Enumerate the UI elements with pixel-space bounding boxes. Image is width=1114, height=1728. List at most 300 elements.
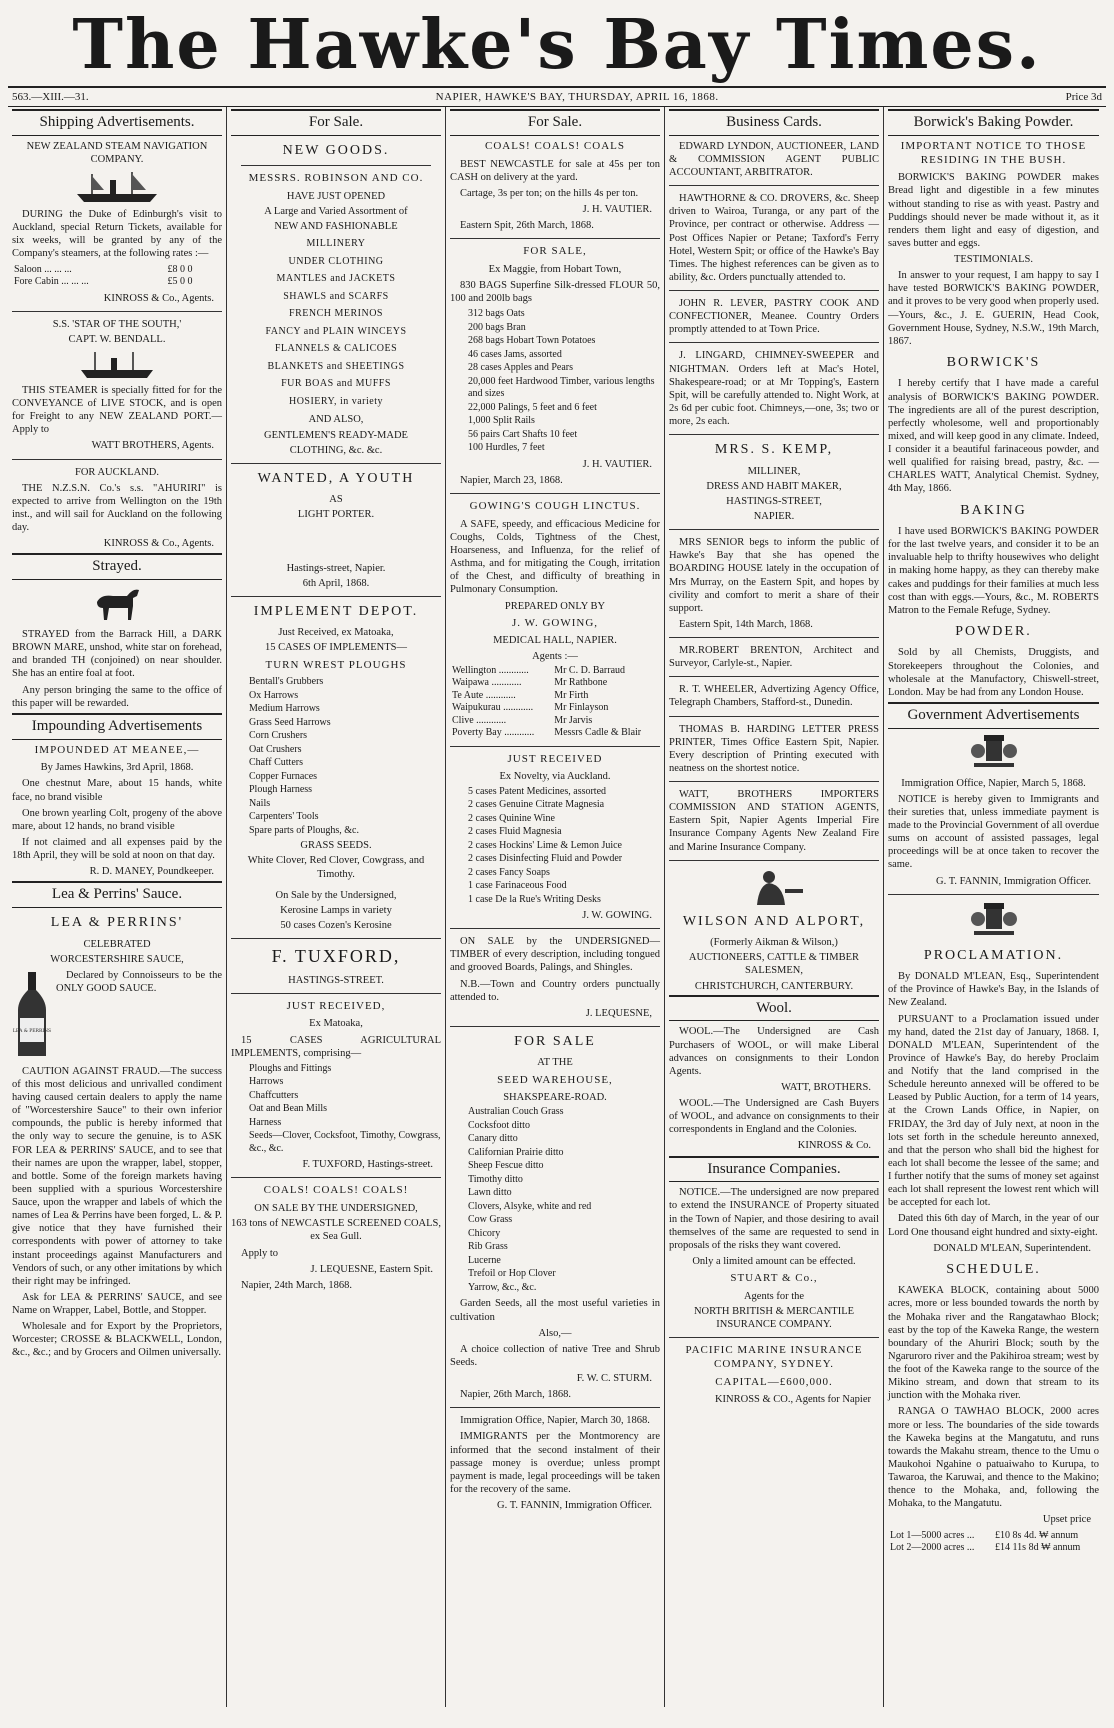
list-item: Harrows (249, 1076, 284, 1088)
list-item: 2 cases Quinine Wine (468, 812, 555, 824)
wanted-title: WANTED, A YOUTH (257, 470, 415, 486)
section-header-government: Government Advertisements (888, 702, 1099, 729)
fare-row (12, 276, 222, 289)
wilson-line: AUCTIONEERS, CATTLE & TIMBER SALESMEN, (688, 952, 860, 977)
divider (669, 781, 879, 782)
wilson-title: WILSON AND ALPORT, (682, 913, 866, 929)
business-card: MRS SENIOR begs to inform the public of Hawke's Bay that she has opened the BOARDING HOUSE lately in the occupation of Mrs Murray, on the Eastern Spit, and hopes by civility and comfort to merit a share of their support. (669, 537, 879, 614)
table-row (888, 1530, 1099, 1543)
ex-maggie: Ex Maggie, from Hobart Town, (488, 263, 622, 275)
table-row (450, 702, 660, 715)
tuxford-street: HASTINGS-STREET. (288, 974, 384, 986)
business-card: JOHN R. LEVER, PASTRY COOK AND CONFECTIONER, Meanee. Country Orders promptly attended to at Town Price. (669, 298, 879, 336)
table-row (888, 1542, 1099, 1555)
for-sale-title: FOR SALE, (523, 245, 587, 258)
business-card: WATT, BROTHERS IMPORTERS COMMISSION AND STATION AGENTS, Eastern Spit, Napier Agents Imperial Fire Insurance Company Agents New Zealand Fire and Marine Insurance Company. (669, 789, 879, 853)
lot: Lot 2—2000 acres ... (890, 1542, 975, 1553)
list-item: Medium Harrows (249, 703, 320, 715)
section-header-impounding: Impounding Advertisements (12, 713, 222, 740)
gowing-name: J. W. GOWING, (511, 616, 599, 629)
date: Napier, 26th March, 1868. (460, 1389, 571, 1401)
list-item: 268 bags Hobart Town Potatoes (468, 335, 596, 347)
list-item: FUR BOAS and MUFFS (281, 378, 391, 390)
coals-body: BEST NEWCASTLE for sale at 45s per ton CASH on delivery at the yard. (450, 158, 660, 183)
section-header-lea-perrins: Lea & Perrins' Sauce. (12, 881, 222, 908)
signature: J. LEQUESNE, Eastern Spit. (310, 1263, 433, 1275)
horse-icon (87, 584, 147, 624)
section-header-borwick: Borwick's Baking Powder. (888, 109, 1099, 136)
tuxford-title: F. TUXFORD, (271, 946, 401, 966)
medical-hall: MEDICAL HALL, NAPIER. (493, 635, 617, 647)
section-header-strayed: Strayed. (12, 553, 222, 580)
turn-wrest: TURN WREST PLOUGHS (265, 658, 407, 671)
divider (669, 860, 879, 861)
royal-coat-of-arms-icon (964, 733, 1024, 773)
shipping-notice-2: THIS STEAMER is specially fitted for for the CONVEYANCE of LIVE STOCK, and is open for Freight to any NEW ZEALAND PORT.—Apply to (12, 384, 222, 436)
strayed-reward: Any person bringing the same to the office of this paper will be rewarded. (12, 684, 222, 709)
business-card: THOMAS B. HARDING LETTER PRESS PRINTER, Times Office Eastern Spit, Napier. Every description of Printing executed with neatness on the shortest notice. (669, 723, 879, 774)
list-item: Lucerne (468, 1254, 501, 1266)
list-item: 20,000 feet Hardwood Timber, various lengths and sizes (468, 375, 655, 400)
signature: J. W. GOWING. (582, 910, 652, 921)
section-header-for-sale: For Sale. (231, 109, 441, 136)
company-name: NEW ZEALAND STEAM NAVIGATION COMPANY. (26, 140, 208, 165)
immigration-office: Immigration Office, Napier, March 30, 1868. (460, 1415, 650, 1427)
divider (669, 1337, 879, 1338)
signature: G. T. FANNIN, Immigration Officer. (497, 1500, 652, 1511)
agent-town: Waipawa ............ (452, 677, 522, 689)
north-british: NORTH BRITISH & MERCANTILE INSURANCE COMPANY. (693, 1305, 855, 1330)
divider (669, 185, 879, 186)
kemp-line: DRESS AND HABIT MAKER, (706, 480, 842, 492)
grass-seeds: GRASS SEEDS. (300, 840, 372, 852)
testimonial: I hereby certify that I have made a careful analysis of BORWICK'S BAKING POWDER. The ingredients are all of the purest description, perfectly wholesome, well and proportionably mixed, and will keep good in any climate. Indeed, I consider it a beautiful farinaceous powder, and well qualified for raising bread, pastry, &c. —CHARLES WATT, Analytical Chemist. Sydney, 4th May, 1866. (888, 378, 1099, 495)
table-row (450, 690, 660, 703)
divider (12, 311, 222, 312)
list-item: Clovers, Alsyke, white and red (468, 1200, 592, 1212)
date: Napier, 24th March, 1868. (241, 1279, 352, 1291)
signature: G. T. FANNIN, Immigration Officer. (936, 875, 1091, 887)
proclamation-body: PURSUANT to a Proclamation issued under my hand, dated the 21st day of January, 1868. I, DONALD M'LEAN, Superintendent of the Province of Hawke's Bay, do hereby Proclaim and Notify that the land comprised in the Schedule hereunto annexed will be offered to be Leased by Public Auction, for a term of 14 years, at the Crown Lands Office, in Napier, on FRIDAY, the 3rd day of July next, at noon in the lots set forth in the schedule hereunto annexed, and that the person who shall bid the highest for each lot shall become the lessee of the same; and I further notify that the sums of money set against each lot shall represent the lowest rent which will be accepted for each lot. (888, 1013, 1099, 1209)
robinson-title: MESSRS. ROBINSON AND CO. (248, 172, 424, 185)
lea-export: Wholesale and for Export by the Proprietors, Worcester; CROSSE & BLACKWELL, London, &c., &c.; and by Grocers and Oilmen universally. (12, 1321, 222, 1359)
impound-item: One brown yearling Colt, progeny of the above mare, about 12 hands, no brand visible (12, 807, 222, 832)
list-item: Cow Grass (468, 1214, 513, 1226)
list-item: 2 cases Genuine Citrate Magnesia (468, 799, 605, 810)
list-item: Chicory (468, 1227, 501, 1239)
ship-name: S.S. 'STAR OF THE SOUTH,' (52, 318, 182, 330)
also: AND ALSO, (308, 414, 364, 426)
agent-town: Clive ............ (452, 714, 507, 726)
pacific-marine: PACIFIC MARINE INSURANCE COMPANY, SYDNEY. (685, 1344, 863, 1370)
clothing: CLOTHING, &c. &c. (289, 444, 383, 456)
list-item: Bentall's Grubbers (249, 676, 324, 688)
divider (231, 463, 441, 464)
list-item: Trefoil or Hop Clover (468, 1268, 556, 1280)
implement-depot-title: IMPLEMENT DEPOT. (253, 603, 419, 619)
price: £14 11s 8d ₩ annum (995, 1542, 1081, 1553)
agent-town: Te Aute ............ (452, 689, 516, 701)
kemp-line: NAPIER. (753, 511, 795, 522)
prepared-by: PREPARED ONLY BY (504, 600, 606, 612)
list-item: Rib Grass (468, 1241, 508, 1253)
list-item: Chaffcutters (249, 1089, 299, 1101)
coals-body: 163 tons of NEWCASTLE SCREENED COALS, ex Sea Gull. (231, 1218, 441, 1243)
column-5 (884, 107, 1103, 1707)
list-item: Sheep Fescue ditto (468, 1160, 544, 1172)
important-notice: IMPORTANT NOTICE TO THOSE RESIDING IN THE BUSH. (900, 139, 1087, 166)
date: Eastern Spit, 14th March, 1868. (679, 618, 813, 630)
fare-label: Saloon ... ... ... (14, 263, 72, 275)
price: £10 8s 4d. ₩ annum (995, 1529, 1079, 1541)
date: Napier, March 23, 1868. (460, 474, 563, 486)
business-card: EDWARD LYNDON, AUCTIONEER, LAND & COMMISSION AGENT PUBLIC ACCOUNTANT, ARBITRATOR. (669, 140, 879, 178)
list-item: 1,000 Split Rails (468, 415, 535, 427)
signature: KINROSS & Co., Agents. (103, 538, 214, 550)
wilson-line: CHRISTCHURCH, CANTERBURY. (694, 980, 854, 992)
divider (241, 165, 431, 166)
table-row (450, 677, 660, 690)
gowing-body: A SAFE, speedy, and efficacious Medicine for Coughs, Colds, Tightness of the Chest, Hoarseness, and Influenza, for the relief of Asthma, and for mitigating the Cough, irritation of the Chest, and difficulty of breathing in Pulmonary Consumption. (450, 518, 660, 596)
wanted-as: AS (329, 494, 343, 506)
at-the: AT THE (537, 1057, 573, 1069)
auctioneer-figure-icon (739, 867, 809, 907)
ex-matoaka: Ex Matoaka, (309, 1018, 363, 1030)
lea-sauce: WORCESTERSHIRE SAUCE, (50, 953, 184, 965)
medicine-list (450, 786, 660, 907)
robinson-opened: HAVE JUST OPENED (286, 191, 386, 202)
list-item: MILLINERY (306, 238, 366, 250)
signature: KINROSS & CO., Agents for Napier (714, 1394, 871, 1406)
agent-town: Wellington ............ (452, 664, 529, 676)
agri-list (231, 1063, 441, 1156)
divider (669, 290, 879, 291)
list-item: Californian Prairie ditto (468, 1146, 564, 1158)
ex-novelty: Ex Novelty, via Auckland. (499, 771, 611, 783)
proclamation-by: By DONALD M'LEAN, Esq., Superintendent of the Province of Hawke's Bay, in the Islands of New Zealand. (888, 971, 1099, 1009)
lea-declared: Declared by Connoisseurs to be the ONLY GOOD SAUCE. (56, 969, 222, 994)
signature: WATT, BROTHERS. (781, 1081, 871, 1093)
list-item: Grass Seed Harrows (249, 716, 331, 728)
business-card: R. T. WHEELER, Advertizing Agency Office, Telegraph Chambers, Stafford-st., Dunedin. (669, 684, 879, 709)
upset-price-label: Upset price (1042, 1514, 1091, 1526)
wanted-address: Hastings-street, Napier. (286, 562, 386, 574)
signature: J. H. VAUTIER. (582, 458, 652, 470)
list-item: BLANKETS and SHEETINGS (267, 360, 405, 372)
list-item: 56 pairs Cart Shafts 10 feet (468, 428, 578, 440)
signature: J. H. VAUTIER. (582, 203, 652, 215)
divider (450, 1407, 660, 1408)
agent-name: Mr Firth (554, 689, 589, 701)
ship-route: FOR AUCKLAND. (74, 466, 159, 478)
divider (450, 493, 660, 494)
table-row (450, 665, 660, 678)
for-sale-title: FOR SALE (514, 1033, 596, 1049)
section-header-for-sale: For Sale. (450, 109, 660, 136)
divider (450, 238, 660, 239)
list-item: 1 case Farinaceous Food (468, 880, 567, 891)
coals-sub: ON SALE BY THE UNDERSIGNED, (254, 1203, 418, 1215)
date-place: NAPIER, HAWKE'S BAY, THURSDAY, APRIL 16, 1868. (435, 91, 719, 103)
agent-name: Mr C. D. Barraud (554, 664, 626, 676)
dateline (8, 86, 1106, 107)
list-item: Cocksfoot ditto (468, 1119, 530, 1131)
list-item: Oat and Bean Mills (249, 1103, 328, 1115)
impound-title: IMPOUNDED AT MEANEE,— (34, 743, 200, 756)
column-1 (8, 107, 227, 1707)
list-item: Copper Furnaces (249, 770, 318, 782)
timer-nb: N.B.—Town and Country orders punctually attended to. (450, 978, 660, 1003)
list-item: Ox Harrows (249, 689, 299, 701)
divider (888, 894, 1099, 895)
divider (231, 993, 441, 994)
divider (669, 716, 879, 717)
signature: DONALD M'LEAN, Superintendent. (933, 1242, 1091, 1254)
list-item: Nails (249, 797, 271, 809)
section-header-business-cards: Business Cards. (669, 109, 879, 136)
list-item: Carpenters' Tools (249, 811, 319, 823)
signature: R. D. MANEY, Poundkeeper. (89, 866, 214, 878)
list-item: 100 Hurdles, 7 feet (468, 442, 545, 454)
list-item: Timothy ditto (468, 1173, 523, 1185)
signature: WATT BROTHERS, Agents. (91, 440, 214, 452)
list-item: 2 cases Disinfecting Fluid and Powder (468, 853, 623, 864)
on-sale: On Sale by the Undersigned, (275, 889, 397, 901)
schedule-lot: RANGA O TAWHAO BLOCK, 2000 acres more or less. The boundaries of the side towards the Kaweka begins at the Mangatutu, and runs towards the Makahu stream, thence to the Umu o Maukohoi Ngahine o patuaiwaho to Kurupa, to Tawaroa, the Karuwai, and thence to the Makino; thence to the Mohaka, and, following the Mohaka, to the Mangatutu. (888, 1406, 1099, 1510)
coals-title: COALS! COALS! COALS! (263, 1184, 409, 1197)
fare-row (12, 264, 222, 277)
just-received: JUST RECEIVED, (286, 999, 386, 1012)
implement-cases: 15 CASES OF IMPLEMENTS— (264, 642, 408, 654)
agents-for: Agents for the (743, 1290, 805, 1302)
section-header-shipping: Shipping Advertisements. (12, 109, 222, 136)
implements-list (231, 676, 441, 837)
lea-title: LEA & PERRINS' (50, 915, 184, 930)
divider (231, 1177, 441, 1178)
steamship-icon (72, 170, 162, 204)
table-row (450, 715, 660, 728)
list-item: Oat Crushers (249, 743, 302, 755)
issue-number: 563.—XIII.—31. (12, 91, 89, 103)
list-item: Harness (249, 1116, 282, 1128)
borwick-sold: Sold by all Chemists, Druggists, and Storekeepers throughout the Colonies, and wholesale at the Manufactory, Chiswell-street, London. May be had from any London House. (888, 647, 1099, 698)
agent-name: Mr Rathbone (554, 677, 608, 689)
signature: J. LEQUESNE, (585, 1007, 652, 1019)
business-card: MR.ROBERT BRENTON, Architect and Surveyor, Carlyle-st., Napier. (669, 645, 879, 670)
capital: CAPITAL—£600,000. (715, 1375, 833, 1388)
column-2 (227, 107, 446, 1707)
price: Price 3d (1065, 91, 1102, 103)
insurance-notice: NOTICE.—The undersigned are now prepared to extend the INSURANCE of Property situated in the Town of Napier, and those desiring to avail themselves of the same are requested to send in proposals of the risks they want covered. (669, 1187, 879, 1251)
agri-cases: 15 CASES AGRICULTURAL IMPLEMENTS, comprising— (231, 1034, 441, 1059)
agent-name: Messrs Cadle & Blair (554, 727, 642, 739)
proclamation-dated: Dated this 6th day of March, in the year of our Lord One thousand eight hundred and sixty-eight. (888, 1213, 1099, 1238)
list-item: Seeds—Clover, Cocksfoot, Timothy, Cowgrass, &c., &c. (249, 1130, 441, 1154)
wilson-line: (Formerly Aikman & Wilson,) (710, 937, 838, 949)
section-header-wool: Wool. (669, 995, 879, 1022)
fare-label: Fore Cabin ... ... ... (14, 276, 89, 287)
seed-warehouse: SEED WAREHOUSE, (497, 1073, 613, 1086)
list-item: UNDER CLOTHING (288, 255, 384, 267)
lea-ask: Ask for LEA & PERRINS' SAUCE, and see Name on Wrapper, Label, Bottle, and Stopper. (12, 1291, 222, 1316)
list-item: MANTLES and JACKETS (276, 273, 396, 285)
robinson-assort: A Large and Varied Assortment of (264, 206, 408, 218)
borwicks: BORWICK'S (946, 354, 1041, 370)
insurance-limit: Only a limited amount can be effected. (692, 1255, 856, 1267)
divider (669, 637, 879, 638)
agent-name: Mr Finlayson (554, 702, 609, 714)
agents-label: Agents :— (532, 650, 578, 662)
coals-title: COALS! COALS! COALS (484, 139, 625, 152)
divider (669, 342, 879, 343)
divider (669, 676, 879, 677)
list-item: FRENCH MERINOS (289, 308, 383, 320)
list-item: 200 bags Bran (468, 321, 526, 333)
new-goods-title: NEW GOODS. (282, 142, 390, 158)
sauce-bottle-icon (12, 970, 52, 1060)
lamps: Kerosine Lamps in variety (280, 904, 392, 916)
lea-caution: CAUTION AGAINST FRAUD.—The success of this most delicious and unrivalled condiment having caused certain dealers to apply the name of "Worcestershire Sauce" to their own inferior compounds, the public is hereby informed that the only way to secure the genuine, is to ASK FOR LEA & PERRINS' SAUCE, and to see that their names are upon the wrapper, label, stopper, and bottle. Some of the foreign markets having been supplied with a spurious Worcestershire Sauce, upon the wrapper and labels of which the names of Lea & Perrins have been forged, L. & P. give notice that they have furnished their correspondents with power of attorney to take instant proceedings against Manufacturers and Vendors of such, or any other imitations by which their right may be infringed. (12, 1065, 222, 1287)
timer-sale: ON SALE by the UNDERSIGNED—TIMBER of every description, including tongued and grooved Boards, Palings, and Shingles. (450, 936, 660, 974)
list-item: Yarrow, &c., &c. (468, 1281, 537, 1293)
kemp-line: MILLINER, (747, 465, 801, 477)
wool-notice: WOOL.—The Undersigned are Cash Buyers of WOOL, and advance on consignments to their correspondents in England and the Colonies. (669, 1098, 879, 1136)
fare-value: £8 0 0 (167, 263, 193, 275)
lots-table (888, 1530, 1099, 1555)
list-item: 46 cases Jams, assorted (468, 348, 562, 360)
captain: CAPT. W. BENDALL. (68, 333, 166, 345)
fare-value: £5 0 0 (167, 276, 193, 287)
shakspeare-road: SHAKSPEARE-ROAD. (503, 1092, 607, 1104)
powder: POWDER. (955, 623, 1032, 639)
gentlemen: GENTLEMEN'S READY-MADE (264, 429, 408, 441)
lea-celebrated: CELEBRATED (83, 938, 151, 950)
list-item: 5 cases Patent Medicines, assorted (468, 785, 607, 797)
schedule-lot: KAWEKA BLOCK, containing about 5000 acres, more or less bounded towards the north by the Mohaka river and the Rangatawhao Block; east by the top of the Kaweka Range, the western boundary of the Ahuriri Block; south by the Ngaruroro river and the Pakihiroa stream; west by the foot of the Kaweka range to the source of the Mikino stream, and down that stream to its junction with the Mohaka river. (888, 1285, 1099, 1402)
divider (12, 459, 222, 460)
wanted-porter: LIGHT PORTER. (297, 509, 375, 521)
testimonials: TESTIMONIALS. (953, 254, 1034, 265)
clover: White Clover, Red Clover, Cowgrass, and Timothy. (247, 855, 425, 880)
also: Also,— (538, 1327, 572, 1339)
agent-town: Poverty Bay ............ (452, 727, 535, 739)
divider (669, 434, 879, 435)
business-card: HAWTHORNE & CO. DROVERS, &c. Sheep driven to Wairoa, Turanga, or any part of the Province, per contract or otherwise. Address —Post Offices Napier or Petane; Taxford's Ferry Hotel, Western Spit; or office of the Hawke's Bay Times. The highest references can be given as to ability, &c. Orders punctually attended to. (669, 193, 879, 283)
robinson-fashion: NEW AND FASHIONABLE (274, 221, 398, 233)
fare-table (12, 264, 222, 289)
bottle-label: LEA & PERRINS (12, 1028, 52, 1034)
stuart-name: STUART & Co., (730, 1272, 818, 1284)
divider (450, 1026, 660, 1027)
impound-terms: If not claimed and all expenses paid by the 18th April, they will be sold at noon on that day. (12, 836, 222, 861)
list-item: FLANNELS & CALICOES (274, 343, 398, 355)
list-item: 28 cases Apples and Pears (468, 362, 573, 374)
just-received: JUST RECEIVED (507, 752, 603, 765)
flour: 830 BAGS Superfine Silk-dressed FLOUR 50, 100 and 200lb bags (450, 280, 660, 305)
shipping-notice-3: THE N.Z.S.N. Co.'s s.s. "AHURIRI" is expected to arrive from Wellington on the 19th inst., and will sail for Auckland on the following day. (12, 482, 222, 533)
agent-name: Mr Jarvis (554, 714, 593, 726)
columns (8, 107, 1106, 1707)
schedule: SCHEDULE. (946, 1261, 1041, 1277)
impound-item: One chestnut Mare, about 15 hands, white face, no brand visible (12, 778, 222, 803)
garden-seeds: Garden Seeds, all the most useful varieties in cultivation (450, 1298, 660, 1323)
baking: BAKING (960, 502, 1027, 518)
royal-coat-of-arms-icon (964, 901, 1024, 941)
strayed-notice: STRAYED from the Barrack Hill, a DARK BROWN MARE, unshod, white star on forehead, and branded TH (conjoined) on near shoulder. She has an entire foal at foot. (12, 629, 222, 680)
list-item: Australian Couch Grass (468, 1106, 564, 1118)
list-item: 312 bags Oats (468, 308, 525, 320)
signature: KINROSS & Co., Agents. (103, 292, 214, 304)
list-item: 2 cases Hockins' Lime & Lemon Juice (468, 839, 622, 851)
immigration-notice: NOTICE is hereby given to Immigrants and their sureties that, unless immediate payment is made to the Provincial Government of all overdue sums on account of assisted passages, legal proceedings will be at once taken to recover the same. (888, 793, 1099, 871)
list-item: 1 case De la Rue's Writing Desks (468, 893, 601, 905)
coals-cartage: Cartage, 3s per ton; on the hills 4s per ton. (460, 187, 639, 199)
list-item: Plough Harness (249, 784, 313, 796)
list-item: Ploughs and Fittings (249, 1062, 332, 1074)
agents-table (450, 665, 660, 740)
agent-town: Waipukurau ............ (452, 702, 534, 714)
column-3 (446, 107, 665, 1707)
testimonial: In answer to your request, I am happy to say I have tested BORWICK'S BAKING POWDER, and it proves to be very good when properly used.—Yours, &c., J. E. GUERIN, Head Cook, Government House, Sydney, N.S.W., 19th March, 1867. (888, 270, 1099, 347)
immigration-office: Immigration Office, Napier, March 5, 1868. (901, 777, 1086, 789)
business-card: J. LINGARD, CHIMNEY-SWEEPER and NIGHTMAN. Orders left at Mac's Hotel, Shakespeare-road; or at Mr Topping's, Eastern Spit, will be carefully attended to. Night Work, at 2s 6d per cubic foot. Chimneys,—one, 3s; two or more, 2s each. (669, 350, 879, 427)
divider (669, 529, 879, 530)
kemp-line: HASTINGS-STREET, (726, 495, 822, 507)
list-item: HOSIERY, in variety (288, 395, 384, 407)
kemp-title: MRS. S. KEMP, (714, 442, 834, 458)
impound-by: By James Hawkins, 3rd April, 1868. (40, 762, 194, 774)
produce-list (450, 308, 660, 455)
implement-received: Just Received, ex Matoaka, (278, 627, 394, 639)
proclamation: PROCLAMATION. (923, 947, 1064, 963)
testimonial: I have used BORWICK'S BAKING POWDER for the last twelve years, and consider it to be an invaluable help to thrifty housewives who delight in making home happy, as they can thereby make cakes and puddings for their families at much less cost than with eggs.—Yours, &c., M. ROBERTS Matron to the Female Refuge, Sydney. (888, 526, 1099, 616)
immigration-notice: IMMIGRANTS per the Montmorency are informed that the second instalment of their passage money is overdue; unless prompt payment is made, legal proceedings will be taken for the recovery of the same. (450, 1431, 660, 1495)
divider (450, 746, 660, 747)
list-item: SHAWLS and SCARFS (283, 290, 389, 302)
native-seeds: A choice collection of native Tree and Shrub Seeds. (450, 1343, 660, 1368)
table-row (450, 727, 660, 740)
seeds-list (450, 1106, 660, 1294)
masthead-title: The Hawke's Bay Times. (72, 5, 1042, 85)
column-4 (665, 107, 884, 1707)
section-header-insurance: Insurance Companies. (669, 1156, 879, 1183)
list-item: Spare parts of Ploughs, &c. (249, 824, 359, 836)
steamship-icon (77, 350, 157, 380)
list-item: Canary ditto (468, 1133, 518, 1145)
signature: F. TUXFORD, Hastings-street. (302, 1159, 433, 1171)
list-item: Corn Crushers (249, 730, 308, 742)
apply-to: Apply to (241, 1247, 279, 1259)
divider (231, 596, 441, 597)
list-item: 22,000 Palings, 5 feet and 6 feet (468, 401, 597, 413)
borwick-body: BORWICK'S BAKING POWDER makes Bread light and digestible in a few minutes without standing to rise as with yeast. Pastry and Puddings should never be made without it, as it renders them light and easy of digestion, and saves butter and eggs. (888, 172, 1099, 249)
signature: KINROSS & Co. (797, 1140, 871, 1152)
list-item: Chaff Cutters (249, 757, 303, 769)
divider (231, 938, 441, 939)
shipping-notice-1: DURING the Duke of Edinburgh's visit to Auckland, special Return Tickets, available for six weeks, will be granted by any of the Company's steamers, at the following rates :— (12, 209, 222, 260)
list-item: 2 cases Fancy Soaps (468, 866, 550, 878)
signature: F. W. C. STURM. (576, 1373, 652, 1384)
list-item: Lawn ditto (468, 1187, 512, 1199)
list-item: 2 cases Fluid Magnesia (468, 826, 562, 837)
wool-notice: WOOL.—The Undersigned are Cash Purchasers of WOOL, or will make Liberal advances on consignments to their London Agents. (669, 1026, 879, 1077)
goods-list (231, 238, 441, 408)
kerosine: 50 cases Cozen's Kerosine (280, 919, 392, 931)
list-item: FANCY and PLAIN WINCEYS (265, 325, 407, 337)
lot: Lot 1—5000 acres ... (890, 1529, 975, 1541)
gowing-title: GOWING'S COUGH LINCTUS. (469, 500, 641, 512)
wanted-date: 6th April, 1868. (302, 577, 370, 589)
